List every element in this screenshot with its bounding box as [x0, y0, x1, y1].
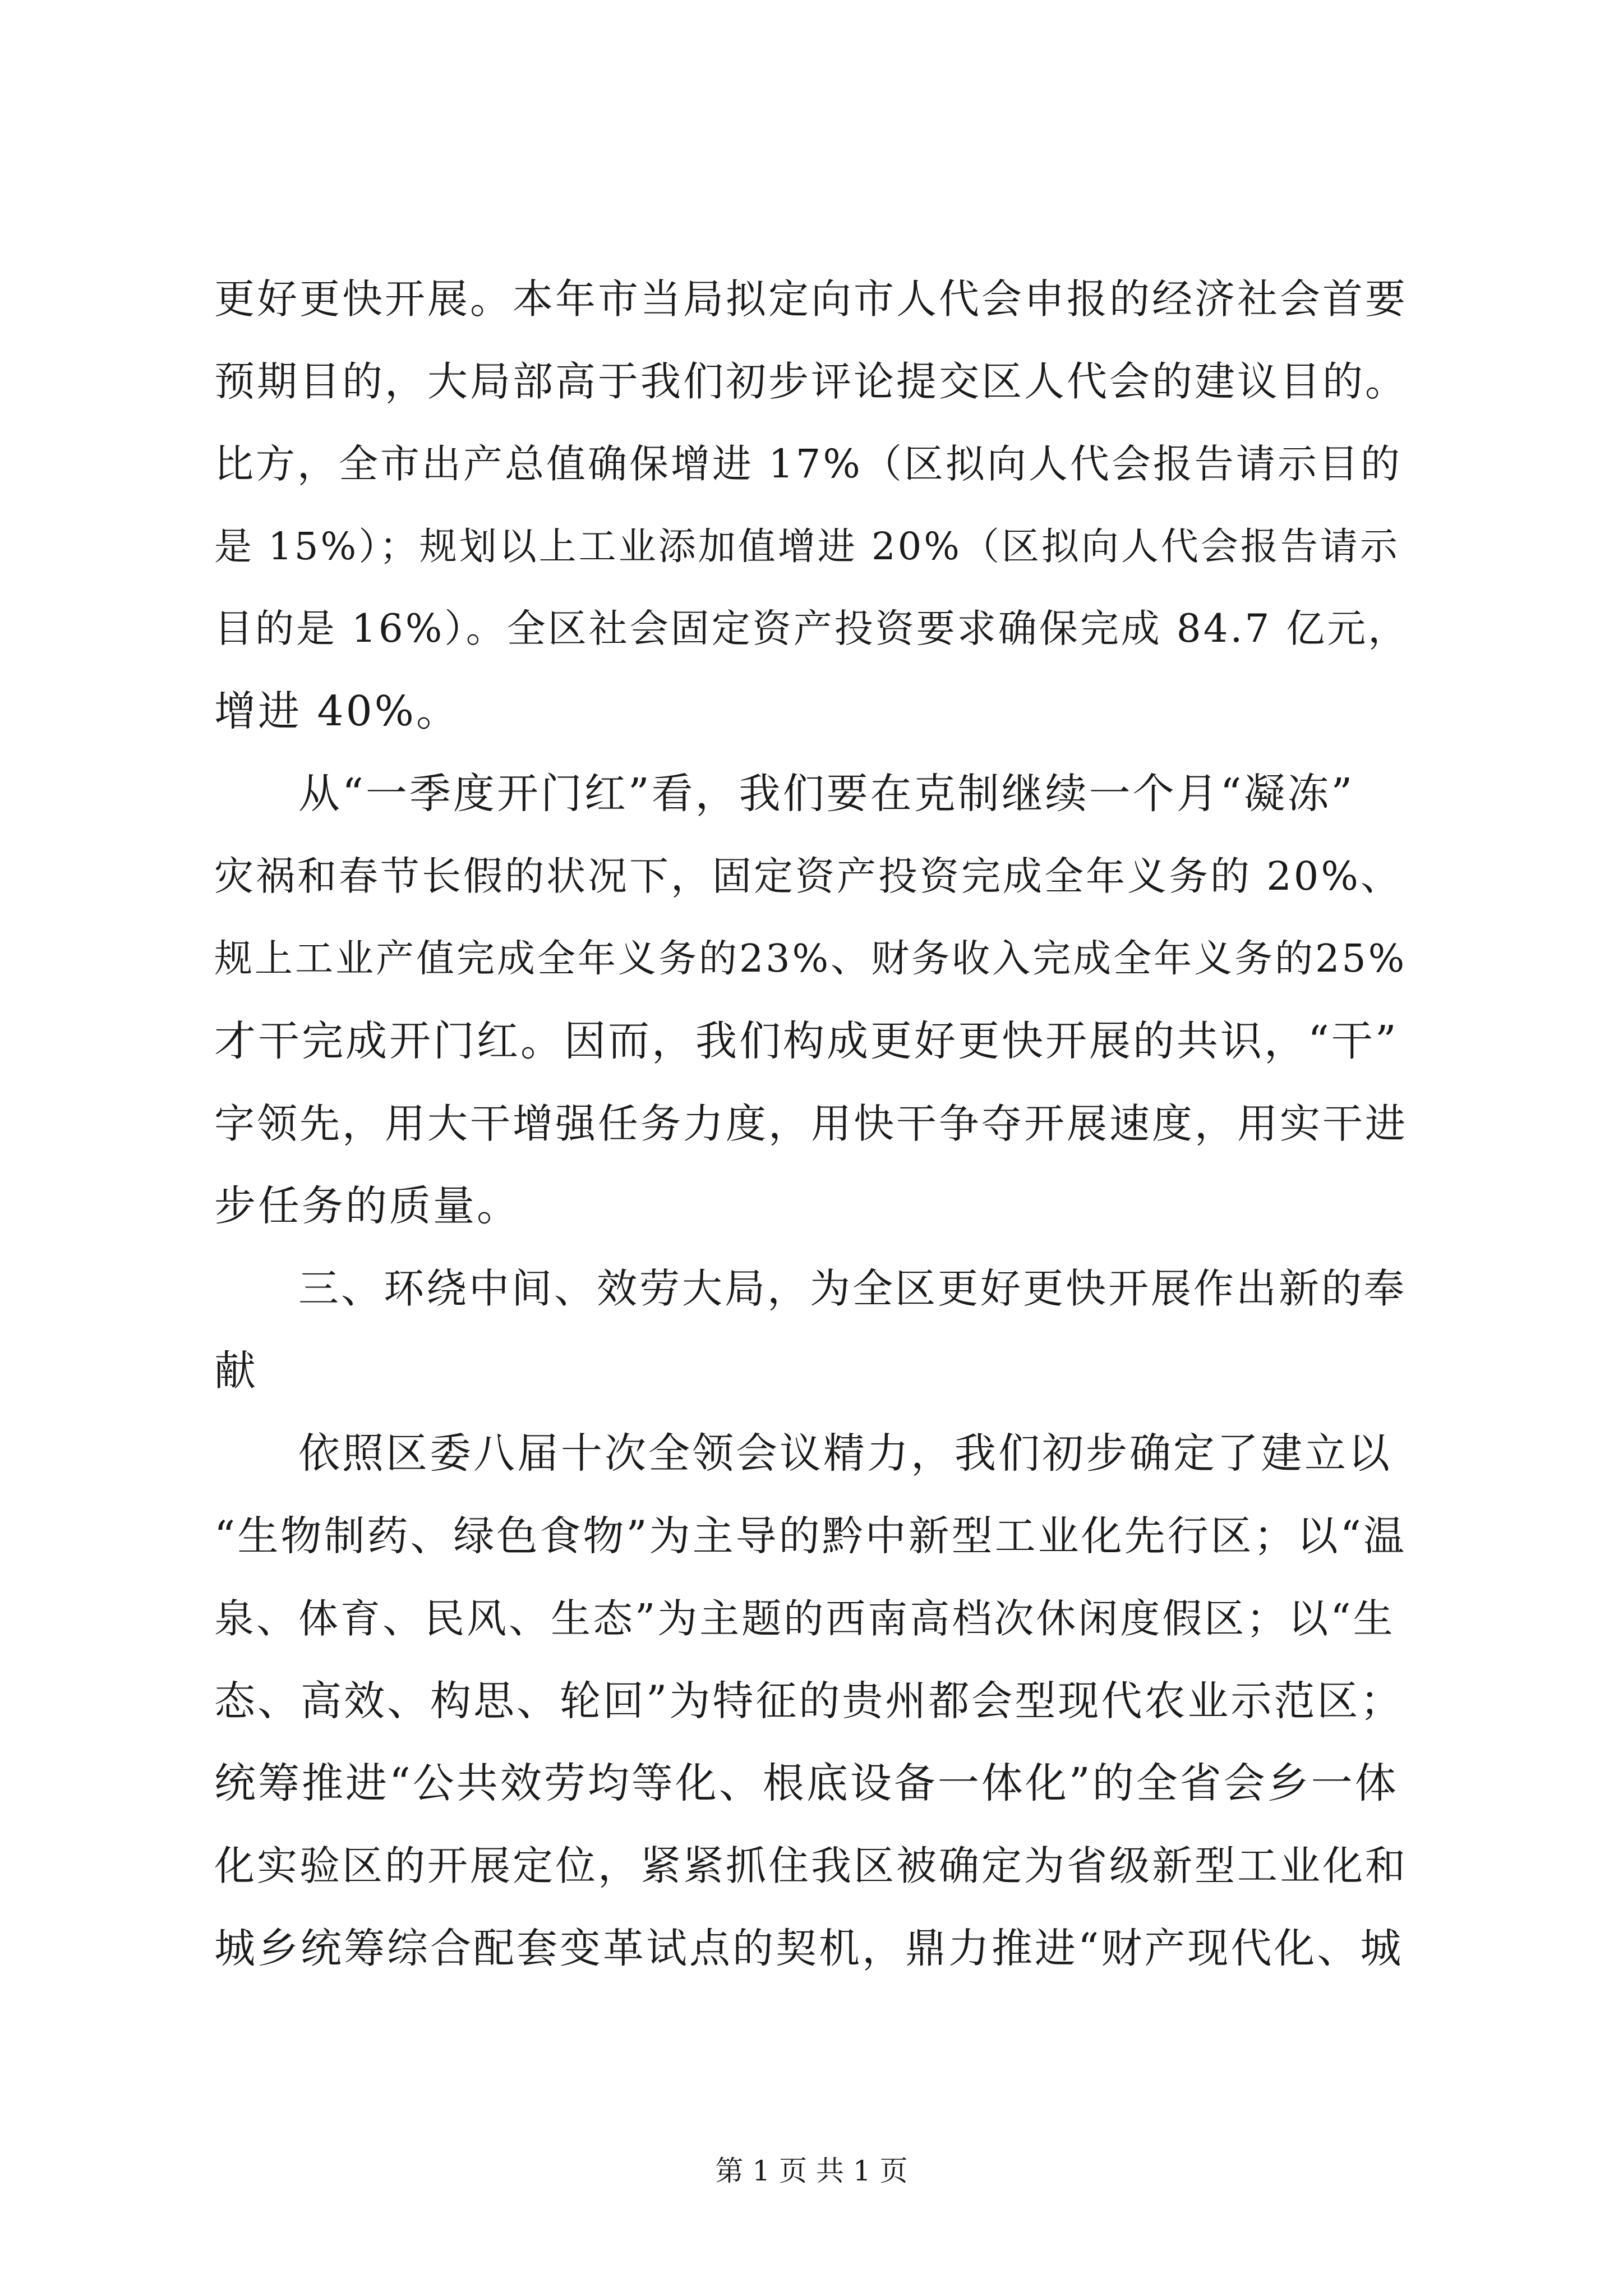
page-footer: 第 1 页 共 1 页 — [715, 2155, 908, 2187]
text-line: 规上工业产值完成全年义务的23%、财务收入完成全年义务的25% — [214, 937, 1407, 981]
text-line: 是 15%）；规划以上工业添加值增进 20%（区拟向人代会报告请示 — [214, 524, 1400, 568]
text-line: “生物制药、绿色食物”为主导的黔中新型工业化先行区；以“温 — [214, 1512, 1407, 1560]
text-line: 才干完成开门红。因而，我们构成更好更快开展的共识，“干” — [214, 1017, 1399, 1065]
text-line: 献 — [214, 1347, 258, 1395]
text-line: 字领先，用大干增强任务力度，用快干争夺开展速度，用实干进 — [214, 1100, 1408, 1147]
paragraph — [214, 753, 1409, 1248]
paragraph — [214, 1248, 1409, 1412]
document-body — [214, 258, 1409, 1990]
text-line: 更好更快开展。本年市当局拟定向市人代会申报的经济社会首要 — [214, 275, 1408, 323]
text-line: 灾祸和春节长假的状况下，固定资产投资完成全年义务的 20%、 — [214, 853, 1402, 899]
text-line: 目的是 16%）。全区社会固定资产投资要求确保完成 84.7 亿元， — [214, 606, 1409, 651]
text-line: 从“一季度开门红”看，我们要在克制继续一个月“凝冻” — [298, 770, 1355, 818]
text-line: 化实验区的开展定位，紧紧抓住我区被确定为省级新型工业化和 — [214, 1842, 1408, 1889]
paragraph — [214, 1412, 1409, 1990]
text-line: 增进 40%。 — [214, 687, 460, 735]
paragraph — [214, 258, 1409, 753]
text-line: 步任务的质量。 — [214, 1182, 520, 1230]
text-line: 城乡统筹综合配套变革试点的契机，鼎力推进“财产现代化、城 — [214, 1925, 1404, 1972]
text-line: 比方，全市出产总值确保增进 17%（区拟向人代会报告请示目的 — [214, 441, 1402, 487]
text-line: 泉、体育、民风、生态”为主题的西南高档次休闲度假区；以“生 — [214, 1595, 1395, 1642]
text-line: 依照区委八届十次全领会议精力，我们初步确定了建立以 — [298, 1429, 1392, 1478]
text-line: 统筹推进“公共效劳均等化、根底设备一体化”的全省会乡一体 — [214, 1759, 1399, 1807]
text-line: 态、高效、构思、轮回”为特征的贵州都会型现代农业示范区； — [214, 1677, 1404, 1725]
text-line: 预期目的，大局部高于我们初步评论提交区人代会的建议目的。 — [214, 358, 1408, 405]
text-line: 三、环绕中间、效劳大局，为全区更好更快开展作出新的奉 — [298, 1265, 1407, 1312]
